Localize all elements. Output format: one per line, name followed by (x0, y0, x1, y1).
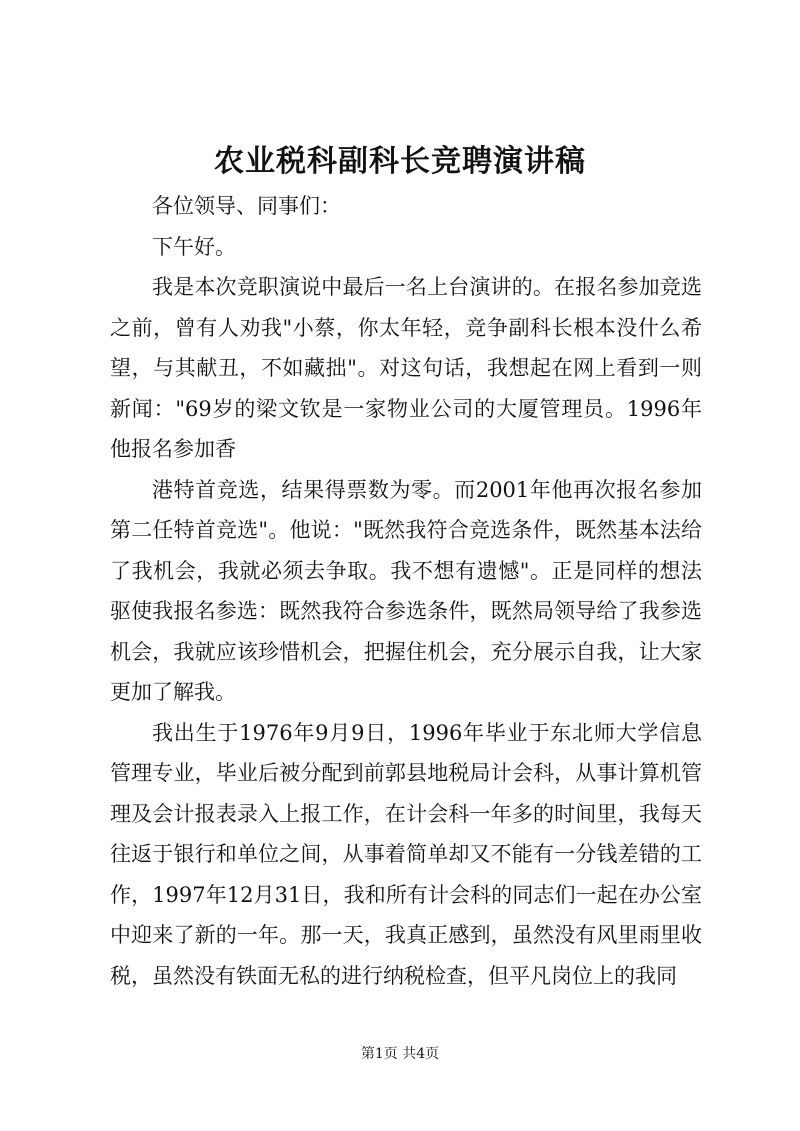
paragraph-greeting: 各位领导、同事们： (152, 194, 341, 218)
page-number-footer: 第1页 共4页 (360, 1046, 440, 1062)
paragraph-intro: 我是本次竞职演说中最后一名上台演讲的。在报名参加竞选之前，曾有人劝我"小蔡，你太年轻，竞争副科长根本没什么希望，与其献丑，不如藏拙"。对这句话，我想起在网上看到一则新闻："69岁的梁文钦是一家物业公司的大厦管理员。1996年他报名参加香 (110, 275, 702, 461)
document-body (110, 186, 702, 996)
paragraph-background: 我出生于1976年9月9日，1996年毕业于东北师大学信息管理专业，毕业后被分配到前郭县地税局计会科，从事计算机管理及会计报表录入上报工作，在计会科一年多的时间里，我每天往返于银行和单位之间，从事着简单却又不能有一分钱差错的工作，1997年12月31日，我和所有计会科的同志们一起在办公室中迎来了新的一年。那一天，我真正感到，虽然没有风里雨里收税，虽然没有铁面无私的进行纳税检查，但平凡岗位上的我同 (110, 720, 702, 988)
page-title: 农业税科副科长竞聘演讲稿 (214, 144, 586, 179)
paragraph-salutation: 下午好。 (152, 234, 236, 259)
paragraph-motivation: 港特首竞选，结果得票数为零。而2001年他再次报名参加第二任特首竞选"。他说："既然我符合竞选条件，既然基本法给了我机会，我就必须去争取。我不想有遗憾"。正是同样的想法驱使我报名参选：既然我符合参选条件，既然局领导给了我参选机会，我就应该珍惜机会，把握住机会，充分展示自我，让大家更加了解我。 (110, 477, 702, 704)
